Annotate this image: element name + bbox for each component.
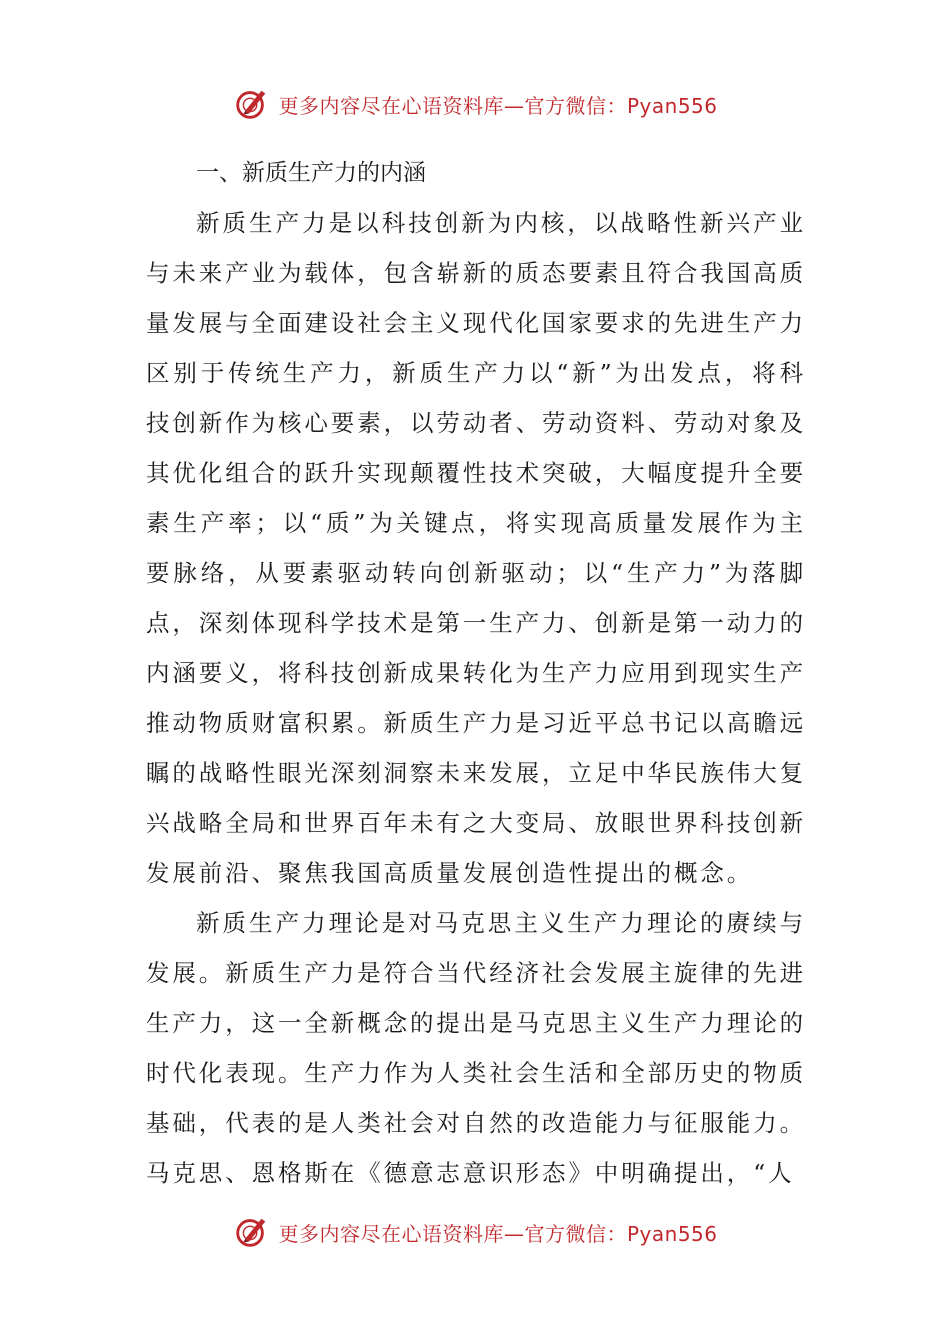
pen-nib-circle-icon [232,85,270,123]
watermark-text [278,90,717,119]
document-body [146,148,806,1198]
watermark-banner-top [0,82,950,126]
watermark-banner-bottom [0,1210,950,1254]
watermark-code: Pyan556 [626,1221,718,1246]
watermark-label: 更多内容尽在心语资料库—官方微信： [278,1221,627,1246]
watermark-code: Pyan556 [626,93,718,118]
paragraph-1: 新质生产力是以科技创新为内核，以战略性新兴产业与未来产业为载体，包含崭新的质态要素且符合我国高质量发展与全面建设社会主义现代化国家要求的先进生产力区别于传统生产力，新质生产力以“新”为出发点，将科技创新作为核心要素，以劳动者、劳动资料、劳动对象及其优化组合的跃升实现颠覆性技术突破，大幅度提升全要素生产率；以“质”为关键点，将实现高质量发展作为主要脉络，从要素驱动转向创新驱动；以“生产力”为落脚点，深刻体现科学技术是第一生产力、创新是第一动力的内涵要义，将科技创新成果转化为生产力应用到现实生产推动物质财富积累。新质生产力是习近平总书记以高瞻远瞩的战略性眼光深刻洞察未来发展，立足中华民族伟大复兴战略全局和世界百年未有之大变局、放眼世界科技创新发展前沿、聚焦我国高质量发展创造性提出的概念。 [146,209,806,887]
pen-nib-circle-icon [232,1213,270,1251]
paragraph-2: 新质生产力理论是对马克思主义生产力理论的赓续与发展。新质生产力是符合当代经济社会发展主旋律的先进生产力，这一全新概念的提出是马克思主义生产力理论的时代化表现。生产力作为人类社会生活和全部历史的物质基础，代表的是人类社会对自然的改造能力与征服能力。马克思、恩格斯在《德意志意识形态》中明确提出，“人 [146,909,806,1187]
watermark-label: 更多内容尽在心语资料库—官方微信： [278,93,627,118]
section-heading: 一、新质生产力的内涵 [196,160,426,186]
watermark-text [278,1218,717,1247]
